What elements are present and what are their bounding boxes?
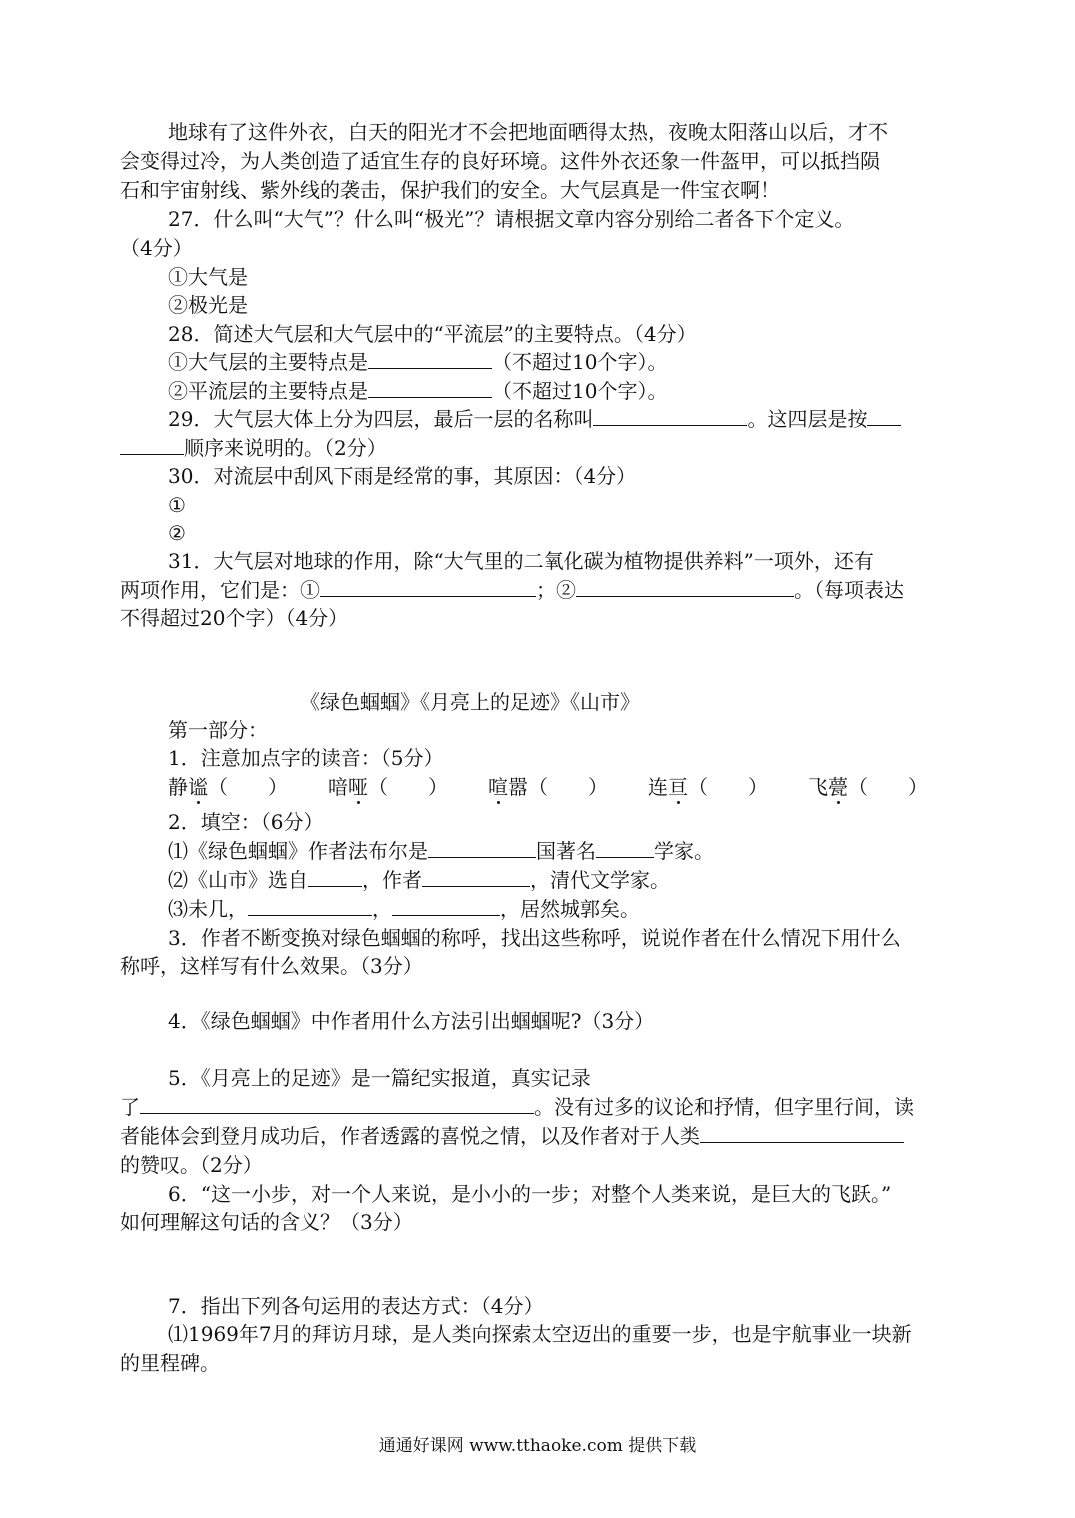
question-29: 29．大气层大体上分为四层，最后一层的名称叫 。这四层是按 [168,405,1008,433]
s3-question: 3．作者不断变换对绿色蝈蝈的称呼，找出这些称呼，说说作者在什么情况下用什么 [168,926,901,950]
q30-answer-1: ① [168,493,186,517]
question-30: 30．对流层中刮风下雨是经常的事，其原因：（4分） [168,464,637,488]
answer-blank[interactable] [422,866,530,887]
question-31-line3: 不得超过20个字）（4分） [120,606,349,630]
q28-answer-1: ①大气层的主要特点是 （不超过10个字）。 [168,350,668,374]
s5-question: 5．《月亮上的足迹》是一篇纪实报道，真实记录 [168,1066,591,1090]
answer-blank[interactable] [392,895,500,916]
s2-line-3: ⑶未几， ， ，居然城郭矣。 [168,897,640,921]
s3-question-cont: 称呼，这样写有什么效果。（3分） [120,954,423,978]
answer-blank[interactable] [576,576,794,597]
answer-blank[interactable] [593,405,747,426]
s7-item-1-cont: 的里程碑。 [120,1351,220,1375]
answer-blank[interactable] [368,348,492,369]
answer-blank[interactable] [596,837,654,858]
answer-blank[interactable] [368,377,492,398]
s6-question: 6．“这一小步，对一个人来说，是小小的一步；对整个人类来说，是巨大的飞跃。” [168,1182,892,1206]
passage-line: 会变得过冷，为人类创造了适宜生存的良好环境。这件外衣还象一件盔甲，可以抵挡陨 [120,149,880,173]
question-27-score: （4分） [120,236,193,260]
s2-line-2: ⑵《山市》选自 ，作者 ，清代文学家。 [168,868,670,892]
passage-line: 石和宇宙射线、紫外线的袭击，保护我们的安全。大气层真是一件宝衣啊！ [120,178,780,202]
question-31: 31．大气层对地球的作用，除“大气里的二氧化碳为植物提供养料”一项外，还有 [168,549,874,573]
s5-line-2: 了 。没有过多的议论和抒情，但字里行间，读 [120,1095,914,1119]
page-footer: 通通好课网 www.tthaoke.com 提供下载 [378,1436,697,1456]
answer-blank[interactable] [140,1093,534,1114]
s1-words: 静谧（ ） 喑哑（ ） 喧嚣（ ） 连亘（ ） 飞甍（ ） [168,775,928,799]
q27-answer-1: ①大气是 [168,265,248,289]
answer-blank[interactable] [120,434,184,455]
answer-blank[interactable] [320,576,536,597]
answer-blank[interactable] [700,1122,904,1143]
s6-question-cont: 如何理解这句话的含义？（3分） [120,1210,413,1234]
q28-answer-2: ②平流层的主要特点是 （不超过10个字）。 [168,379,668,403]
s1-question: 1．注意加点字的读音：（5分） [168,746,444,770]
question-29-cont: 顺序来说明的。（2分） [120,434,960,462]
q30-answer-2: ② [168,521,186,545]
question-27: 27．什么叫“大气”？什么叫“极光”？请根据文章内容分别给二者各下个定义。 [168,207,855,231]
answer-blank[interactable] [248,895,372,916]
s5-line-3: 者能体会到登月成功后，作者透露的喜悦之情，以及作者对于人类 [120,1122,960,1150]
q27-answer-2: ②极光是 [168,293,248,317]
question-31-line2: 两项作用，它们是：① ；② 。（每项表达 [120,578,904,602]
passage-line: 地球有了这件外衣，白天的阳光才不会把地面晒得太热，夜晚太阳落山以后，才不 [168,120,888,144]
answer-blank[interactable] [308,866,362,887]
s7-question: 7．指出下列各句运用的表达方式：（4分） [168,1294,544,1318]
part-heading: 第一部分： [168,718,268,742]
s5-line-4: 的赞叹。（2分） [120,1153,263,1177]
answer-blank[interactable] [428,837,536,858]
question-28: 28．简述大气层和大气层中的“平流层”的主要特点。（4分） [168,322,697,346]
s2-line-1: ⑴《绿色蝈蝈》作者法布尔是 国著名 学家。 [168,839,714,863]
section-title: 《绿色蝈蝈》《月亮上的足迹》《山市》 [300,690,640,714]
s2-question: 2．填空：（6分） [168,810,324,834]
answer-blank[interactable] [867,405,901,426]
s4-question: 4．《绿色蝈蝈》中作者用什么方法引出蝈蝈呢?（3分） [168,1009,655,1033]
s7-item-1: ⑴1969年7月的拜访月球，是人类向探索太空迈出的重要一步，也是宇航事业一块新 [168,1322,912,1346]
